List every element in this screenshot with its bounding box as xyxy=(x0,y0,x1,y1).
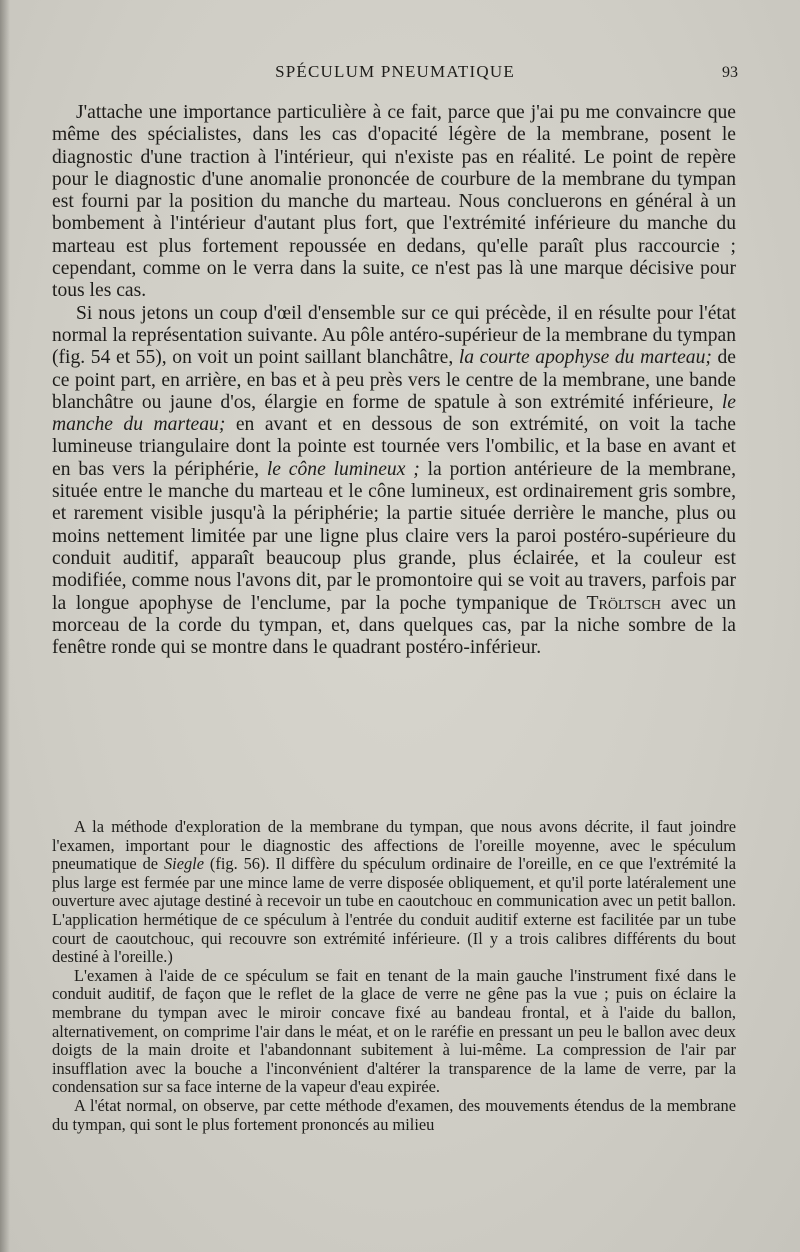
running-title: SPÉCULUM PNEUMATIQUE xyxy=(275,62,515,81)
page-header xyxy=(52,62,738,90)
author-name: Tröltsch xyxy=(586,592,662,614)
page-gutter-shadow xyxy=(0,0,10,1252)
note-paragraph-1 xyxy=(52,818,736,967)
italic-term: la courte apophyse du marteau; xyxy=(458,347,712,369)
note-paragraph-3: A l'état normal, on observe, par cette méthode d'examen, des mouvements étendus de la membrane du tympan, qui sont le plus fortement prononcés au milieu xyxy=(52,1095,736,1134)
note-segment: (fig. 56). Il diffère du spéculum ordinaire de l'oreille, en ce que l'extrémité la plus large est fermée par une mince lame de verre disposée obliquement, et qu'il porte latéralement une ouverture avec ajutage destiné à recevoir un tube en caoutchouc en communication avec un petit ballon. L'application hermétique de ce spéculum à l'entrée du conduit auditif externe est facilitée par un tube court de caoutchouc, qui recouvre son extrémité inférieure. (Il y a trois calibres différents du bout destiné à l'oreille.) xyxy=(52,854,737,967)
italic-term: le manche du marteau; xyxy=(52,391,736,436)
italic-term: le cône lumineux ; xyxy=(266,458,420,480)
p2-segment: Si nous jetons un coup d'œil d'ensemble sur ce qui précède, il en résulte pour l'état normal la représentation suivante. Au pôle antéro-supérieur de la membrane du tympan (fig. 54 et 55), on voit un point saillant blanchâtre, xyxy=(52,302,736,369)
p2-segment: la portion antérieure de la membrane, située entre le manche du marteau et le cône lumineux, est ordinairement gris sombre, et rarement visible jusqu'à la périphérie; la partie située derrière le manche, plus ou moins nettement limitée par une ligne plus claire vers la paroi postéro-supérieure du conduit auditif, apparaît beaucoup plus grande, plus éclairée, et la couleur est modifiée, comme nous l'avons dit, par le promontoire qui se voit au travers, parfois par la longue apophyse de l'enclume, par la poche tympanique de xyxy=(52,458,736,614)
p2-segment: avec un morceau de la corde du tympan, et, dans quelques cas, par la niche sombre de la fenêtre ronde qui se montre dans le quadrant postéro-inférieur. xyxy=(52,592,736,659)
p2-segment: de ce point part, en arrière, en bas et à peu près vers le centre de la membrane, une bande blanchâtre ou jaune d'os, élargie en forme de spatule à son extrémité inférieure, xyxy=(52,347,736,413)
author-name-italic: Siegle xyxy=(163,854,205,874)
note-paragraph-2: L'examen à l'aide de ce spéculum se fait en tenant de la main gauche l'instrument fixé dans le conduit auditif, de façon que le reflet de la glace de verre ne gêne pas la vue ; puis on éclaire la membrane du tympan avec le miroir concave fixé au bandeau frontal, et à l'aide du ballon, alternativement, on comprime l'air dans le méat, et on le raréfie en pressant un peu le ballon avec deux doigts de la main droite et l'abandonnant subitement à lui-même. La compression de l'air par insufflation avec la bouche a l'inconvénient d'altérer la transparence de la lame de verre, par la condensation sur sa face interne de la vapeur d'eau expirée. xyxy=(52,965,736,1097)
page-number: 93 xyxy=(722,64,738,81)
paragraph-2 xyxy=(52,303,736,660)
paragraph-1: J'attache une importance particulière à ce fait, parce que j'ai pu me convaincre que même des spécialistes, dans les cas d'opacité légère de la membrane, posent le diagnostic d'une traction à l'intérieur, qui n'existe pas en réalité. Le point de repère pour le diagnostic d'une anomalie prononcée de courbure de la membrane du tympan est fourni par la position du manche du marteau. Nous concluerons en général à un bombement à l'intérieur d'autant plus fort, que l'extrémité inférieure du manche du marteau est plus fortement repoussée en dedans, qu'elle paraît plus raccourcie ; cependant, comme on le verra dans la suite, ce n'est pas là une marque décisive pour tous les cas. xyxy=(52,102,736,302)
main-text xyxy=(52,102,736,659)
small-print-notes xyxy=(52,818,736,1134)
p2-segment: en avant et en dessous de son extrémité, on voit la tache lumineuse triangulaire dont la pointe est tournée vers l'ombilic, et la base en avant et en bas vers la périphérie, xyxy=(52,414,736,480)
note-segment: A la méthode d'exploration de la membrane du tympan, que nous avons décrite, il faut joindre l'examen, important pour le diagnostic des affections de l'oreille moyenne, avec le spéculum pneumatique de xyxy=(52,817,736,874)
